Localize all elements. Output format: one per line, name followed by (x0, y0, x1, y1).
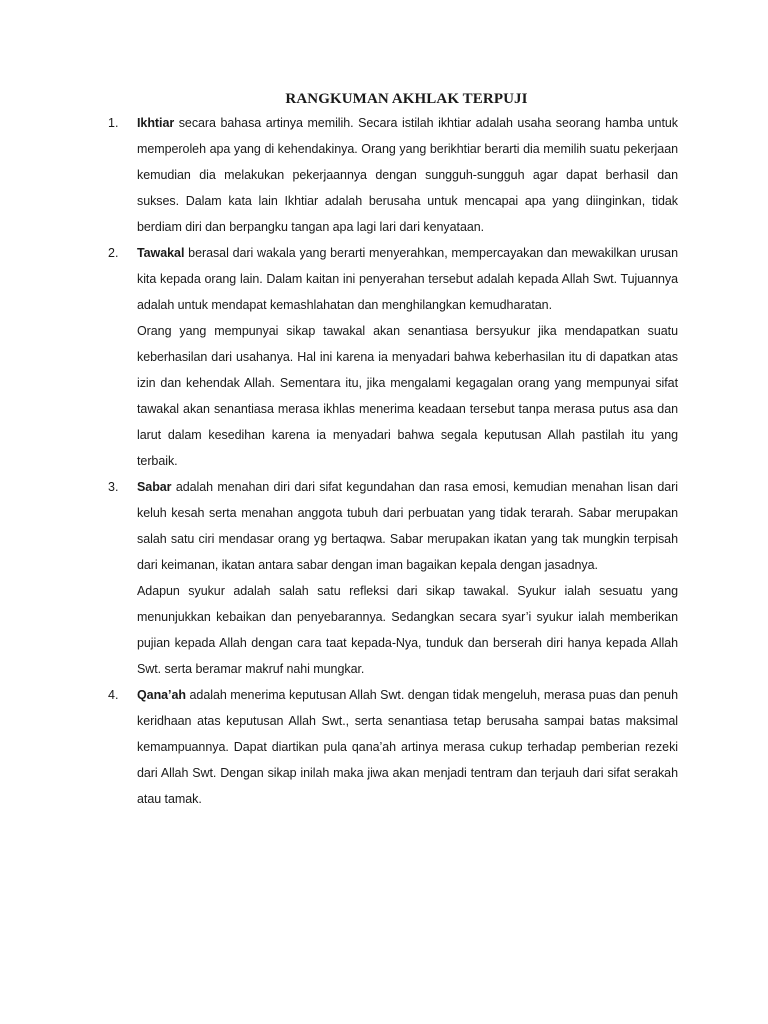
item-term: Qana’ah (137, 688, 186, 702)
summary-list (108, 110, 678, 812)
item-paragraph (137, 682, 678, 812)
item-paragraph (137, 110, 678, 240)
item-text: adalah menahan diri dari sifat kegundahan dan rasa emosi, kemudian menahan lisan dari keluh kesah serta menahan anggota tubuh dari perbuatan yang tidak terarah. Sabar merupakan salah satu ciri mendasar orang yg bertaqwa. Sabar merupakan ikatan yang tak mungkin terpisah dari keimanan, ikatan antara sabar dengan iman bagaikan kepala dengan jasadnya. (137, 480, 678, 572)
document-title: RANGKUMAN AKHLAK TERPUJI (285, 91, 528, 107)
item-paragraph (137, 474, 678, 578)
list-item-tawakal (108, 240, 678, 474)
item-text: adalah menerima keputusan Allah Swt. dengan tidak mengeluh, merasa puas dan penuh keridhaan atas keputusan Allah Swt., serta senantiasa tetap berusaha sampai batas maksimal kemampuannya. Dapat diartikan pula qana’ah artinya merasa cukup terhadap pemberian rezeki dari Allah Swt. Dengan sikap inilah maka jiwa akan menjadi tentram dan terjauh dari sifat serakah atau tamak. (137, 688, 678, 806)
item-continuation: Adapun syukur adalah salah satu refleksi dari sikap tawakal. Syukur ialah sesuatu yang menunjukkan kebaikan dan penyebarannya. Sedangkan secara syar’i syukur ialah memberikan pujian kepada Allah dengan cara taat kepada-Nya, tunduk dan berserah diri hanya kepada Allah Swt. serta beramar makruf nahi mungkar. (137, 584, 678, 676)
item-number: 3. (108, 480, 119, 494)
item-continuation: Orang yang mempunyai sikap tawakal akan senantiasa bersyukur jika mendapatkan suatu keberhasilan dari usahanya. Hal ini karena ia menyadari bahwa keberhasilan itu di dapatkan atas izin dan kehendak Allah. Sementara itu, jika mengalami kegagalan orang yang mempunyai sifat tawakal akan senantiasa merasa ikhlas menerima keadaan tersebut tanpa merasa putus asa dan larut dalam kesedihan karena ia menyadari bahwa segala keputusan Allah pastilah itu yang terbaik. (137, 324, 678, 468)
list-item-qanaah (108, 682, 678, 812)
list-item-ikhtiar (108, 110, 678, 240)
item-number: 2. (108, 246, 119, 260)
item-term: Tawakal (137, 246, 185, 260)
item-text: secara bahasa artinya memilih. Secara istilah ikhtiar adalah usaha seorang hamba untuk memperoleh apa yang di kehendakinya. Orang yang berikhtiar berarti dia memilih suatu pekerjaan kemudian dia melakukan pekerjaannya dengan sungguh-sungguh agar dapat berhasil dan sukses. Dalam kata lain Ikhtiar adalah berusaha untuk mencapai apa yang diinginkan, tidak berdiam diri dan berpangku tangan apa lagi lari dari kenyataan. (137, 116, 678, 234)
list-item-sabar (108, 474, 678, 682)
item-number: 1. (108, 116, 119, 130)
item-text: berasal dari wakala yang berarti menyerahkan, mempercayakan dan mewakilkan urusan kita kepada orang lain. Dalam kaitan ini penyerahan tersebut adalah kepada Allah Swt. Tujuannya adalah untuk mendapat kemashlahatan dan menghilangkan kemudharatan. (137, 246, 678, 312)
item-term: Ikhtiar (137, 116, 175, 130)
item-paragraph (137, 240, 678, 318)
item-term: Sabar (137, 480, 172, 494)
item-number: 4. (108, 688, 119, 702)
